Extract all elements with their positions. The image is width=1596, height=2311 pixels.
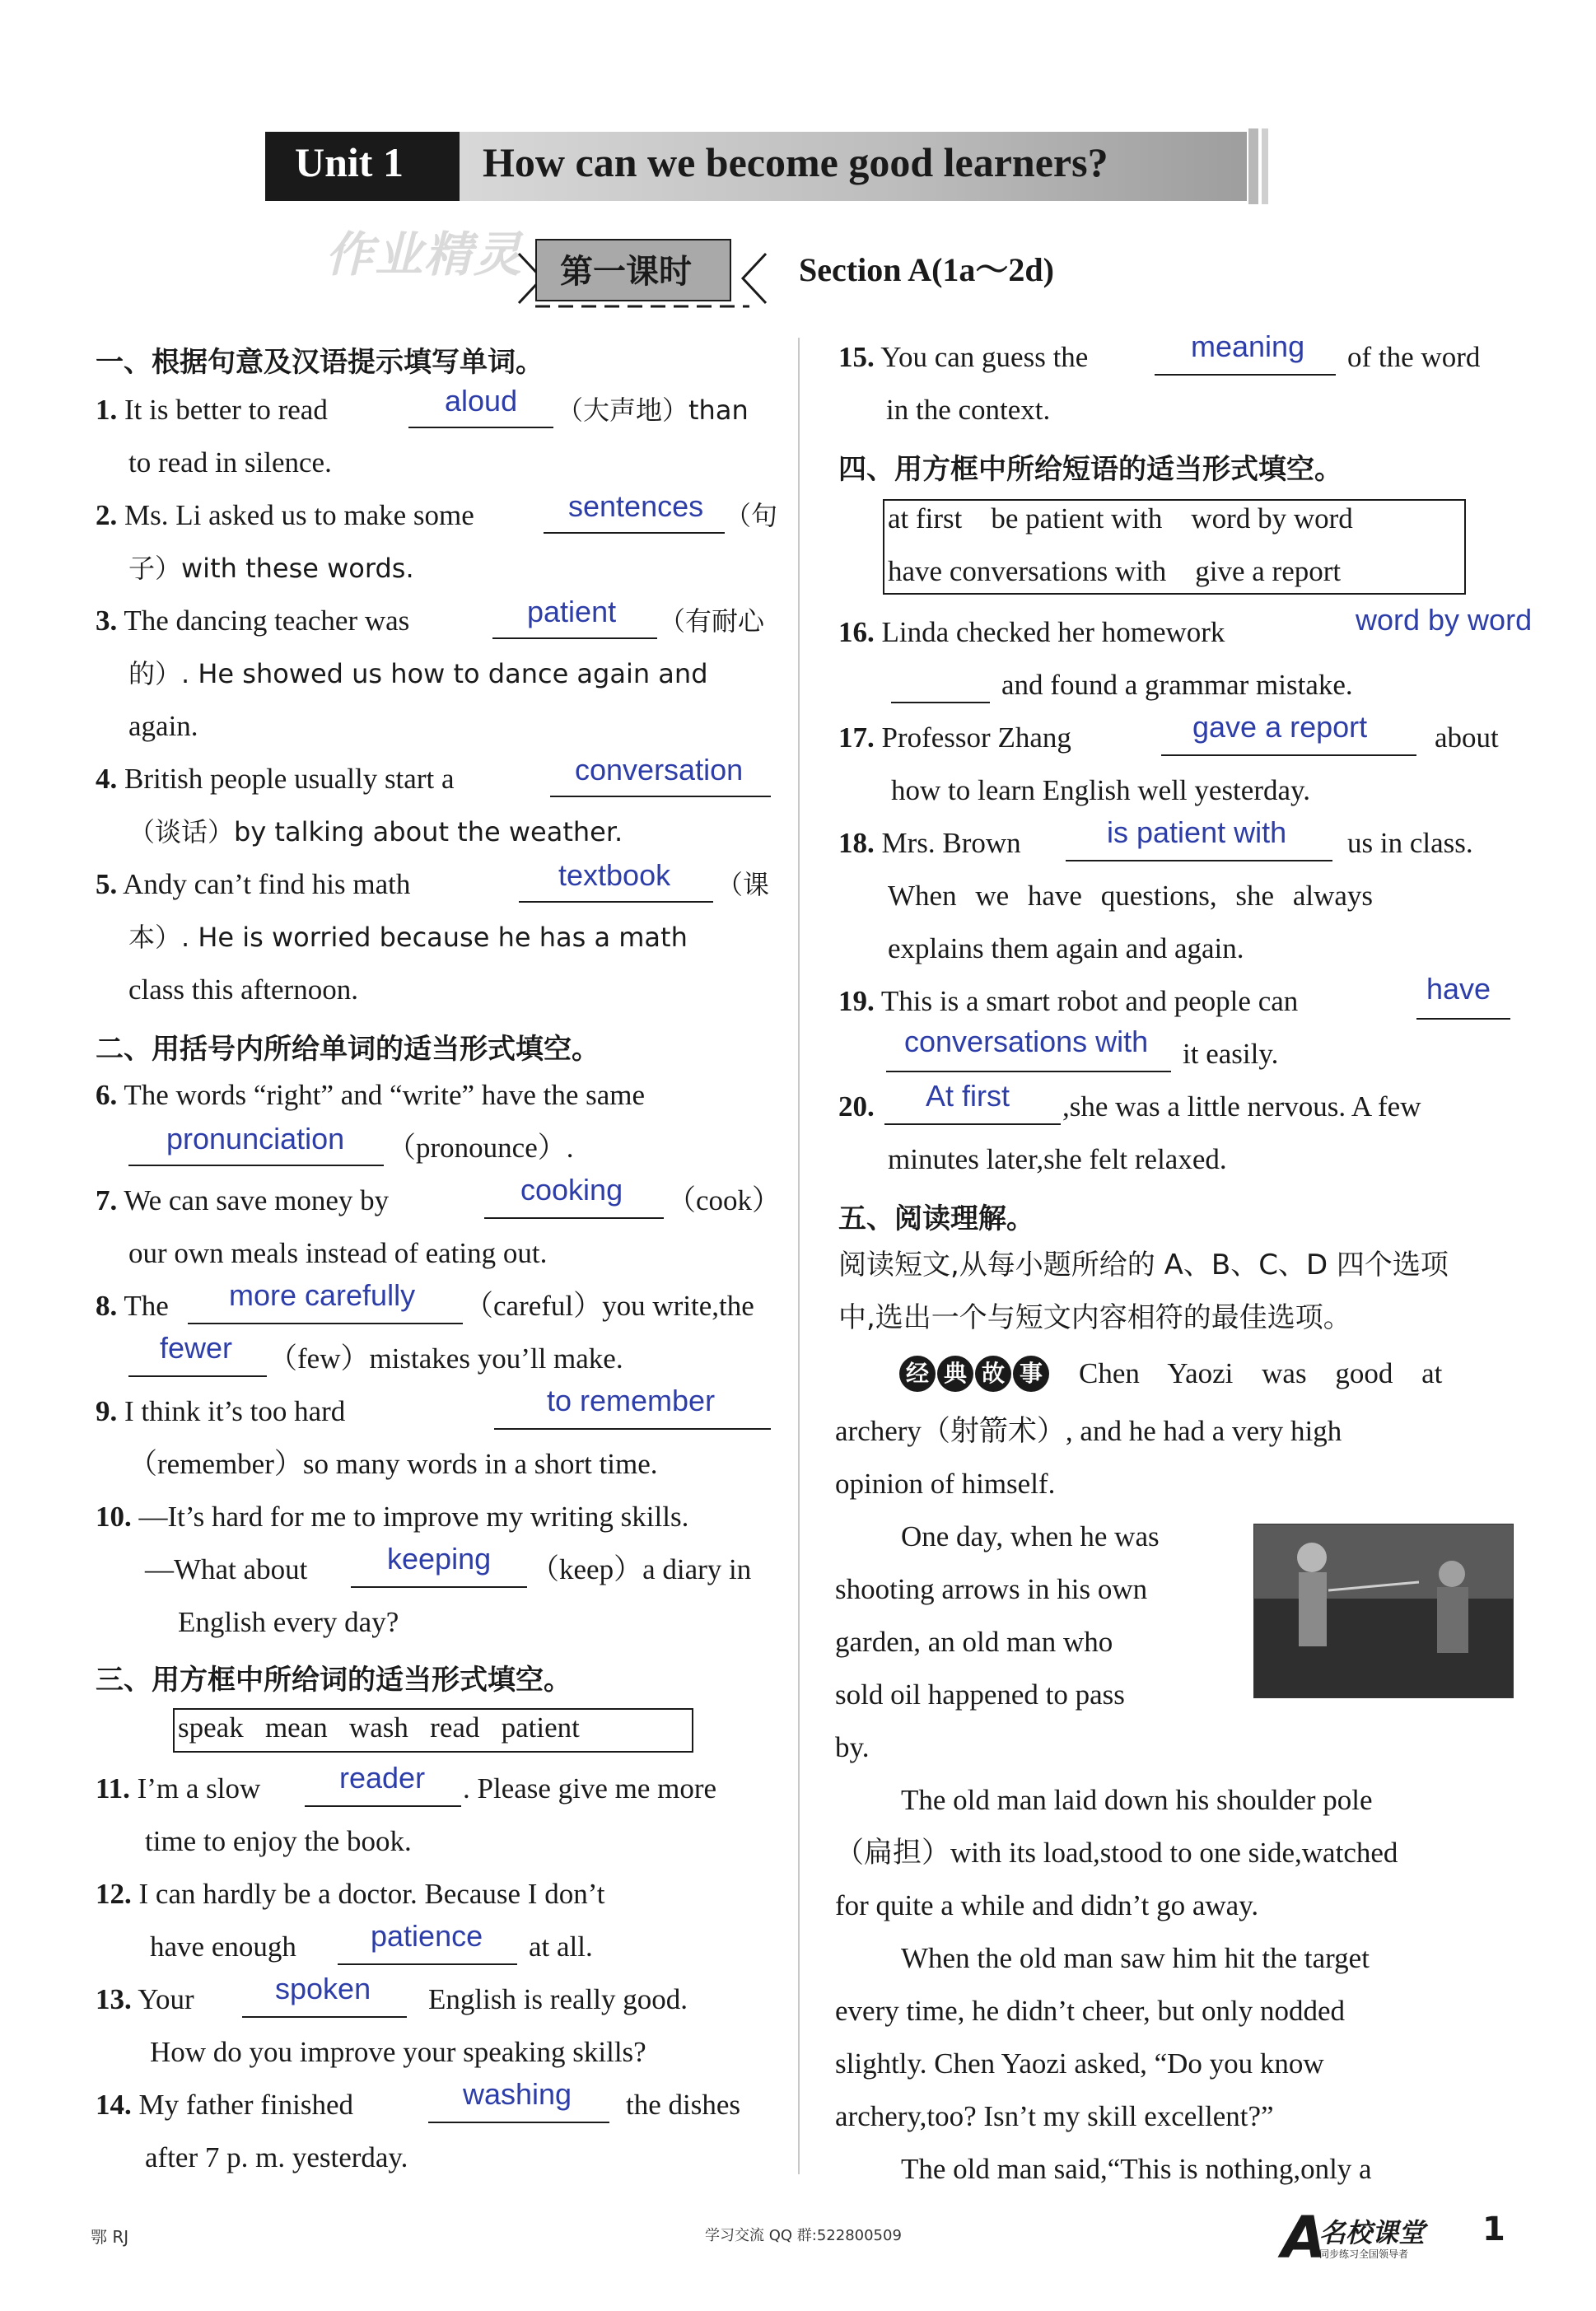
q10-text-a: —It’s hard for me to improve my writing skills.	[138, 1501, 689, 1533]
q20-number: 20.	[838, 1090, 875, 1123]
q7-text-a: We can save money by	[124, 1184, 390, 1216]
q4-blank[interactable]	[550, 796, 771, 797]
q13-number: 13.	[96, 1983, 132, 2015]
q4-number: 4.	[96, 763, 118, 795]
q12-text-b: have enough	[150, 1931, 296, 1963]
q14-line1	[96, 2079, 353, 2131]
q11-text-a: I’m a slow	[137, 1772, 261, 1804]
q5-text-d: class this afternoon.	[128, 973, 358, 1006]
q3-text-a: The dancing teacher was	[124, 605, 410, 637]
q18-blank[interactable]	[1066, 860, 1332, 861]
q10-text-b: —What about	[145, 1553, 308, 1585]
q4-text-c: （谈话）by talking about the weather.	[128, 816, 623, 847]
badge-char: 故	[975, 1356, 1011, 1392]
q16-blank[interactable]	[891, 702, 990, 703]
q15-blank[interactable]	[1155, 374, 1336, 376]
q19-blank[interactable]	[1416, 1018, 1510, 1020]
q18-text-b: us in class.	[1347, 827, 1473, 859]
part5-heading: 五、阅读理解。	[838, 1202, 1034, 1235]
q3-answer: patient	[527, 595, 617, 628]
badge-char: 典	[937, 1356, 973, 1392]
q8-line1	[96, 1280, 169, 1333]
q17-answer: gave a report	[1192, 710, 1368, 744]
q3-line1	[96, 595, 409, 647]
part4-heading: 四、用方框中所给短语的适当形式填空。	[838, 453, 1342, 486]
q9-line1	[96, 1385, 345, 1438]
q16-text-c: and found a grammar mistake.	[1001, 669, 1353, 701]
q9-number: 9.	[96, 1395, 118, 1427]
q15-text-c: in the context.	[886, 394, 1051, 426]
unit-label: Unit 1	[295, 139, 404, 185]
q12-text-c: at all.	[529, 1931, 593, 1963]
story-p1-line2: archery（射箭术）, and he had a very high	[835, 1415, 1342, 1447]
brand-slogan: 同步练习全国领导者	[1319, 2248, 1409, 2260]
q2-number: 2.	[96, 499, 118, 531]
q19-answer: have	[1426, 972, 1491, 1006]
q8-text-a: The	[124, 1290, 169, 1322]
q6-answer: pronunciation	[166, 1122, 345, 1156]
q17-text-a: Professor Zhang	[881, 721, 1071, 754]
q2-blank[interactable]	[544, 532, 725, 534]
badge-char: 经	[899, 1356, 936, 1392]
q4-answer: conversation	[575, 753, 744, 787]
q14-blank[interactable]	[428, 2122, 609, 2123]
q1-answer: aloud	[445, 384, 518, 418]
q8-answer: more carefully	[229, 1278, 416, 1312]
banner-stripe	[1262, 128, 1268, 204]
q7-line1	[96, 1174, 389, 1227]
archer-illustration-icon	[1254, 1524, 1513, 1697]
q18-text-c: When we have questions, she always	[888, 880, 1374, 912]
q10-number: 10.	[96, 1501, 132, 1533]
part3-word-box-text: speak mean wash read patient	[178, 1711, 580, 1744]
part4-box-line2: have conversations with give a report	[888, 555, 1342, 587]
q6-number: 6.	[96, 1079, 118, 1111]
part2-heading: 二、用括号内所给单词的适当形式填空。	[96, 1033, 600, 1066]
q19-answer-2: conversations with	[904, 1025, 1149, 1058]
q9-text-a: I think it’s too hard	[124, 1395, 346, 1427]
story-p2-line2: shooting arrows in his own	[835, 1573, 1148, 1605]
q2-line1	[96, 489, 474, 542]
q15-number: 15.	[838, 341, 875, 373]
story-p2-line1: One day, when he was	[901, 1520, 1160, 1552]
story-p2-line4: sold oil happened to pass	[835, 1678, 1125, 1711]
q17-line1	[838, 712, 1071, 764]
q5-line1	[96, 858, 410, 911]
story-p5-line1: The old man said,“This is nothing,only a	[901, 2153, 1372, 2185]
q1-number: 1.	[96, 394, 118, 426]
unit-title: How can we become good learners?	[483, 139, 1108, 185]
q5-text-a: Andy can’t find his math	[123, 868, 411, 900]
q17-text-c: how to learn English well yesterday.	[891, 774, 1310, 806]
q9-answer: to remember	[547, 1384, 716, 1417]
q20-answer: At first	[926, 1079, 1010, 1113]
q19-number: 19.	[838, 985, 875, 1017]
q18-number: 18.	[838, 827, 875, 859]
q13-text-b: English is really good.	[428, 1983, 688, 2015]
q12-line1	[96, 1868, 604, 1921]
q14-number: 14.	[96, 2089, 132, 2121]
q3-blank[interactable]	[492, 637, 657, 639]
q17-number: 17.	[838, 721, 875, 754]
q12-text-a: I can hardly be a doctor. Because I don’t	[138, 1878, 605, 1910]
q10-answer: keeping	[387, 1542, 492, 1576]
q9-text-c: （remember）so many words in a short time.	[128, 1448, 658, 1480]
q4-line1	[96, 753, 454, 805]
q16-text-a: Linda checked her homework	[881, 616, 1225, 648]
story-p2-line5: by.	[835, 1731, 870, 1763]
q20-text-a: ,she was a little nervous. A few	[1062, 1090, 1421, 1123]
q13-text-a: Your	[138, 1983, 194, 2015]
q15-text-a: You can guess the	[880, 341, 1089, 373]
q15-text-b: of the word	[1347, 341, 1481, 373]
q7-blank[interactable]	[484, 1217, 664, 1219]
q4-text-a: British people usually start a	[124, 763, 455, 795]
part3-heading: 三、用方框中所给词的适当形式填空。	[96, 1664, 572, 1697]
section-title: Section A(1a～2d)	[799, 251, 1054, 288]
q7-text-b: （cook）	[667, 1184, 782, 1216]
q6-text-b: （pronounce）.	[387, 1132, 574, 1164]
q14-text-c: after 7 p. m. yesterday.	[145, 2141, 408, 2173]
q18-line1	[838, 817, 1021, 870]
q12-blank[interactable]	[338, 1963, 517, 1965]
q6-blank[interactable]	[128, 1165, 384, 1166]
q3-text-b: （有耐心	[659, 605, 765, 637]
q8-number: 8.	[96, 1290, 118, 1322]
q3-number: 3.	[96, 605, 118, 637]
q7-answer: cooking	[520, 1173, 623, 1207]
banner-stripe	[1248, 128, 1258, 204]
watermark: 作业精灵	[325, 228, 524, 282]
q1-text-a: It is better to read	[124, 394, 328, 426]
q15-line1	[838, 331, 1088, 384]
column-divider	[798, 338, 800, 2174]
q19-text-b: it easily.	[1183, 1038, 1279, 1070]
footer-edition: 鄂 RJ	[91, 2227, 129, 2247]
q6-text-a: The words “right” and “write” have the same	[124, 1079, 646, 1111]
story-p4-line2: every time, he didn’t cheer, but only nodded	[835, 1995, 1346, 2027]
q19-text-a: This is a smart robot and people can	[880, 985, 1299, 1017]
classic-story-badge	[899, 1356, 1051, 1392]
q16-line1	[838, 606, 1225, 659]
q16-answer: word by word	[1356, 603, 1533, 637]
q8-text-c: （few）mistakes you’ll make.	[268, 1342, 623, 1375]
q11-answer: reader	[339, 1761, 426, 1795]
q8-blank-2[interactable]	[128, 1375, 267, 1377]
q1-line1	[96, 384, 328, 437]
q14-answer: washing	[463, 2077, 572, 2111]
q18-answer: is patient with	[1107, 815, 1287, 849]
q7-number: 7.	[96, 1184, 118, 1216]
story-p4-line1: When the old man saw him hit the target	[901, 1942, 1370, 1974]
q19-line1	[838, 975, 1298, 1028]
q5-text-b: （课	[716, 869, 770, 900]
q17-text-b: about	[1435, 721, 1499, 754]
q3-text-d: again.	[128, 710, 198, 742]
q20-text-b: minutes later,she felt relaxed.	[888, 1143, 1227, 1175]
q2-text-a: Ms. Li asked us to make some	[124, 499, 474, 531]
story-illustration	[1253, 1524, 1514, 1698]
q16-number: 16.	[838, 616, 875, 648]
story-p4-line4: archery,too? Isn’t my skill excellent?”	[835, 2100, 1274, 2132]
q10-text-d: English every day?	[178, 1606, 399, 1638]
q2-answer: sentences	[568, 489, 704, 523]
q5-blank[interactable]	[519, 901, 713, 903]
brand-logo-a-icon: A	[1281, 2204, 1327, 2271]
q10-text-c: （keep）a diary in	[530, 1553, 752, 1585]
story-p1-line1: Chen Yaozi was good at	[1079, 1357, 1443, 1389]
q9-blank[interactable]	[494, 1428, 771, 1430]
story-p3-line1: The old man laid down his shoulder pole	[901, 1784, 1373, 1816]
q12-number: 12.	[96, 1878, 132, 1910]
footer-qq-group: 学习交流 QQ 群:522800509	[705, 2227, 902, 2244]
story-p4-line3: slightly. Chen Yaozi asked, “Do you know	[835, 2047, 1324, 2080]
q13-blank[interactable]	[242, 2016, 407, 2018]
brand-logo-text: 名校课堂	[1319, 2217, 1426, 2248]
q5-number: 5.	[96, 868, 118, 900]
q15-answer: meaning	[1191, 329, 1305, 363]
q8-blank[interactable]	[188, 1323, 463, 1324]
q20-blank[interactable]	[884, 1123, 1061, 1125]
story-p2-line3: garden, an old man who	[835, 1626, 1113, 1658]
q11-number: 11.	[96, 1772, 130, 1804]
q2-text-b: （句	[725, 500, 778, 531]
q19-blank-2[interactable]	[886, 1071, 1171, 1072]
q11-line1	[96, 1762, 260, 1815]
badge-char: 事	[1013, 1356, 1049, 1392]
story-p3-line2: （扁担）with its load,stood to one side,watched	[835, 1837, 1398, 1869]
q3-text-c: 的）. He showed us how to dance again and	[128, 658, 708, 689]
q5-answer: textbook	[558, 858, 671, 892]
page-number: 1	[1482, 2211, 1505, 2248]
q2-text-c: 子）with these words.	[128, 553, 414, 584]
story-p3-line3: for quite a while and didn’t go away.	[835, 1889, 1259, 1921]
q10-blank[interactable]	[351, 1586, 527, 1588]
q17-blank[interactable]	[1161, 754, 1416, 756]
lesson-tag-text: 第一课时	[560, 253, 692, 291]
part5-intro-2: 中,选出一个与短文内容相符的最佳选项。	[838, 1301, 1351, 1334]
q11-text-c: time to enjoy the book.	[145, 1825, 412, 1857]
q8-answer-2: fewer	[160, 1331, 233, 1365]
q13-answer: spoken	[275, 1972, 371, 2005]
q13-text-c: How do you improve your speaking skills?	[150, 2036, 646, 2068]
q14-text-b: the dishes	[626, 2089, 741, 2121]
part5-intro-1: 阅读短文,从每小题所给的 A、B、C、D 四个选项	[838, 1249, 1449, 1282]
q10-line1	[96, 1491, 688, 1543]
q5-text-c: 本）. He is worried because he has a math	[128, 922, 688, 953]
q13-line1	[96, 1973, 194, 2026]
q11-text-b: . Please give me more	[463, 1772, 717, 1804]
q8-text-b: （careful）you write,the	[464, 1290, 754, 1322]
part1-heading: 一、根据句意及汉语提示填写单词。	[96, 346, 544, 379]
q1-text-c: to read in silence.	[128, 446, 332, 479]
q1-text-b: （大声地）than	[557, 395, 749, 426]
q18-text-a: Mrs. Brown	[881, 827, 1021, 859]
q12-answer: patience	[371, 1919, 483, 1953]
q6-line1	[96, 1069, 645, 1122]
part4-box-line1: at first be patient with word by word	[888, 502, 1353, 535]
q18-text-d: explains them again and again.	[888, 932, 1244, 964]
q11-blank[interactable]	[305, 1805, 461, 1807]
q1-blank[interactable]	[408, 427, 553, 428]
story-p1-line3: opinion of himself.	[835, 1468, 1056, 1500]
q7-text-c: our own meals instead of eating out.	[128, 1237, 548, 1269]
q14-text-a: My father finished	[138, 2089, 353, 2121]
